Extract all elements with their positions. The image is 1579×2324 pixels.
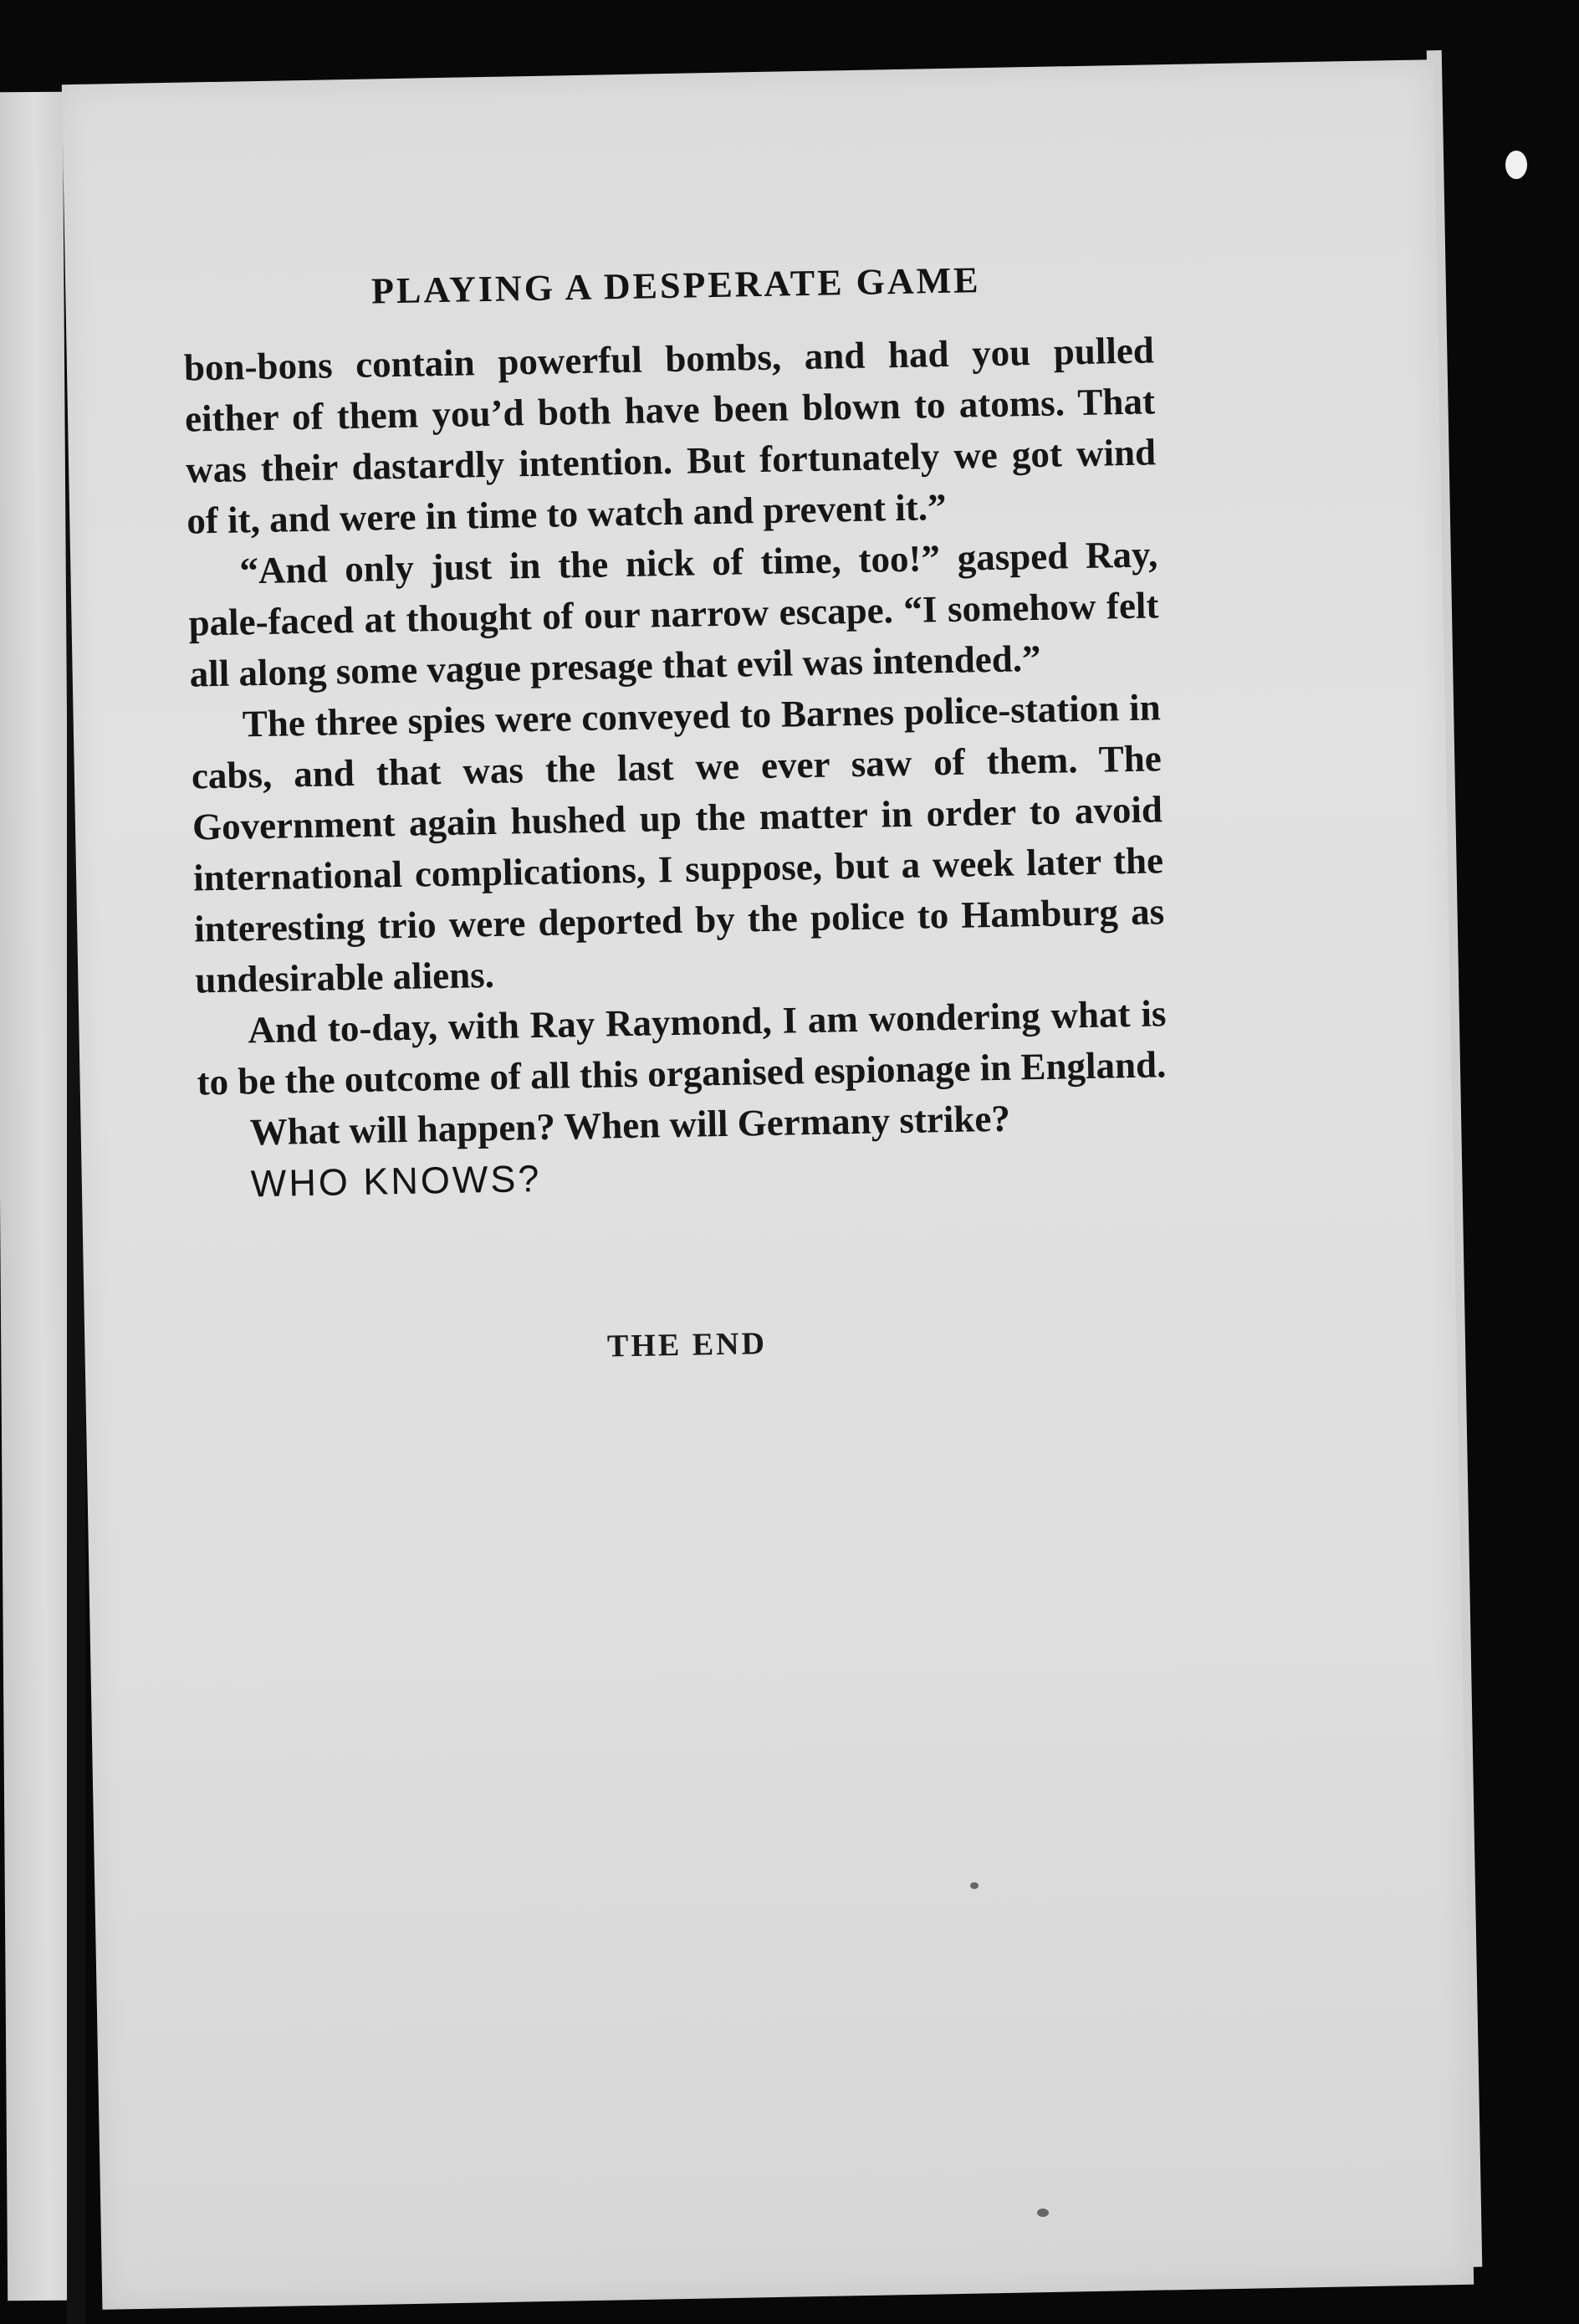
closing-line: WHO KNOWS? <box>250 1156 542 1206</box>
the-end-label: THE END <box>606 1326 768 1364</box>
page-blemish <box>970 1882 979 1889</box>
book-page <box>62 59 1474 2310</box>
paragraph-1: bon-bons contain powerful bombs, and had you pulled either of them you’d both have been blown to atoms. That was their dastardly intention. But fortunately we got wind of it, and were in time to watch and prevent it.” <box>183 329 1157 542</box>
paragraph-5: What will happen? When will Germany strike? <box>249 1097 1011 1154</box>
paragraph-3: The three spies were conveyed to Barnes police-station in cabs, and that was the last we ever saw of them. The Government again hushed up the matter in order to avoid international complications, I suppose, but a week later the interesting trio were deported by the police to Hamburg as undesirable aliens. <box>191 686 1165 1001</box>
paragraph-2: “And only just in the nick of time, too!” gasped Ray, pale-faced at thought of our narrow escape. “I somehow felt all along some vague presage that evil was intended.” <box>188 533 1159 695</box>
scan-speck <box>1505 151 1527 179</box>
page-blemish <box>1037 2209 1049 2217</box>
running-head: PLAYING A DESPERATE GAME <box>370 259 981 312</box>
paragraph-4: And to-day, with Ray Raymond, I am wondering what is to be the outcome of all this organised espionage in England. <box>197 992 1167 1103</box>
page-text-block <box>182 255 1173 1372</box>
